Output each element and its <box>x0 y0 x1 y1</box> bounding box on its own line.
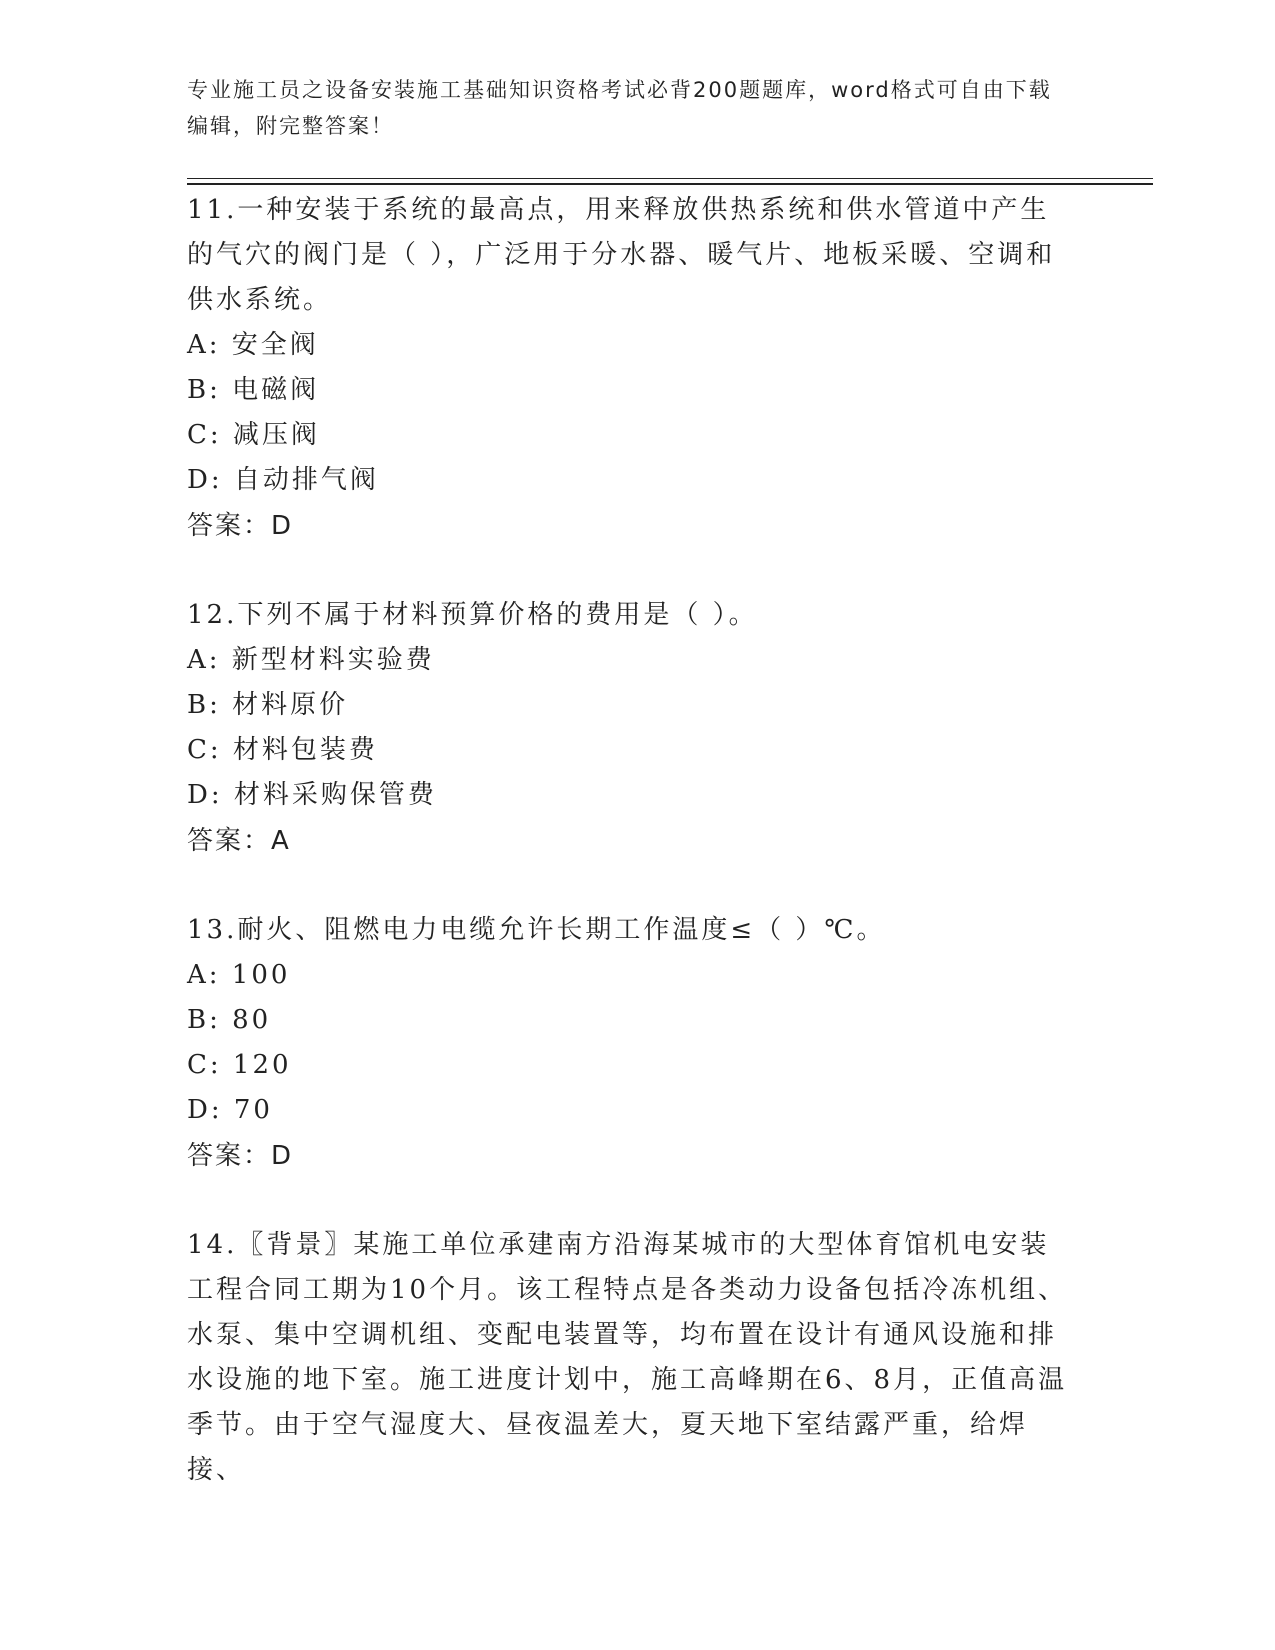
spacer <box>187 549 1077 593</box>
document-header: 专业施工员之设备安装施工基础知识资格考试必背200题题库，word格式可自由下载编辑，附完整答案！ <box>187 78 1052 138</box>
option-d: D: 70 <box>187 1095 273 1125</box>
header-divider-thick <box>187 183 1153 185</box>
spacer <box>187 864 1077 908</box>
question-text: 12.下列不属于材料预算价格的费用是（ ）。 <box>187 600 758 630</box>
option-c: C: 材料包装费 <box>187 735 378 765</box>
header-divider-thin <box>187 178 1153 179</box>
option-b: B: 80 <box>187 1005 272 1035</box>
question-14 <box>187 1223 1077 1493</box>
option-c: C: 120 <box>187 1050 292 1080</box>
answer: 答案：A <box>187 826 291 856</box>
question-text: 13.耐火、阻燃电力电缆允许长期工作温度≤（ ）℃。 <box>187 915 886 945</box>
option-b: B: 电磁阀 <box>187 375 320 405</box>
option-a: A: 安全阀 <box>187 330 319 360</box>
spacer <box>187 1179 1077 1223</box>
answer: 答案：D <box>187 1141 294 1171</box>
answer: 答案：D <box>187 511 294 541</box>
option-a: A: 100 <box>187 960 291 990</box>
option-a: A: 新型材料实验费 <box>187 645 435 675</box>
option-c: C: 减压阀 <box>187 420 320 450</box>
question-list <box>187 188 1077 1493</box>
question-text: 11.一种安装于系统的最高点，用来释放供热系统和供水管道中产生的气穴的阀门是（ ），广泛用于分水器、暖气片、地板采暖、空调和供水系统。 <box>187 195 1056 315</box>
question-text: 14.〖背景〗某施工单位承建南方沿海某城市的大型体育馆机电安装工程合同工期为10个月。该工程特点是各类动力设备包括冷冻机组、水泵、集中空调机组、变配电装置等，均布置在设计有通风设施和排水设施的地下室。施工进度计划中，施工高峰期在6、8月，正值高温季节。由于空气湿度大、昼夜温差大，夏天地下室结露严重，给焊接、 <box>187 1230 1068 1485</box>
option-b: B: 材料原价 <box>187 690 349 720</box>
option-d: D: 材料采购保管费 <box>187 780 437 810</box>
question-12 <box>187 593 1077 864</box>
question-13 <box>187 908 1077 1179</box>
question-11 <box>187 188 1077 549</box>
option-d: D: 自动排气阀 <box>187 465 379 495</box>
